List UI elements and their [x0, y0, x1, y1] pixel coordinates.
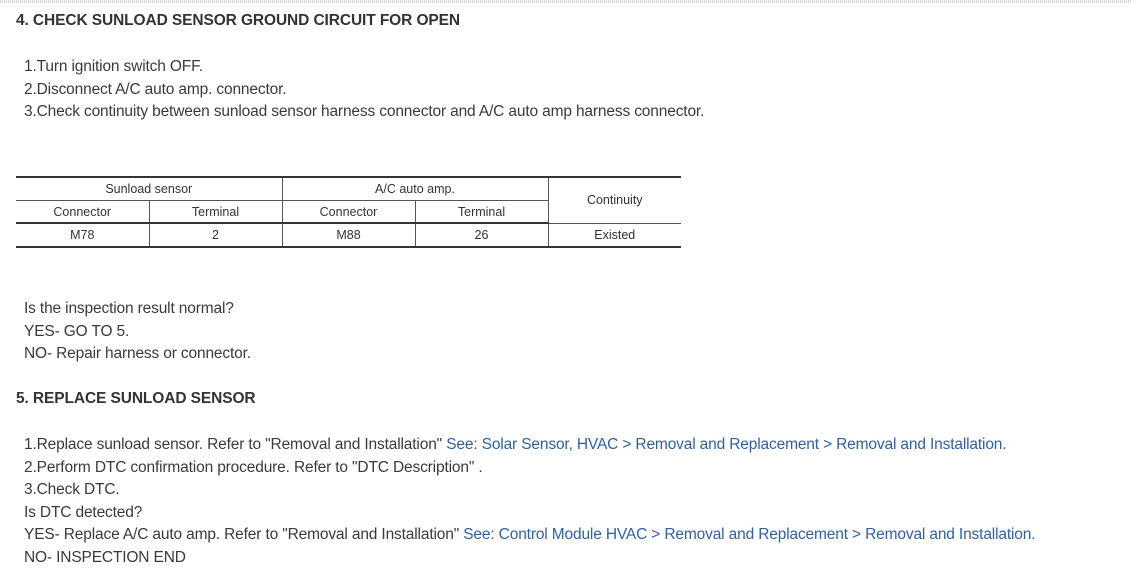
step5-instruction-2: 2.Perform DTC confirmation procedure. Refer to "DTC Description" . [24, 458, 483, 476]
table-cell: M78 [16, 223, 149, 247]
header-ac-auto-amp: A/C auto amp. [282, 177, 548, 201]
table-cell: 26 [415, 223, 548, 247]
step5-question: Is DTC detected? [24, 503, 143, 521]
step4-heading: 4. CHECK SUNLOAD SENSOR GROUND CIRCUIT FOR OPEN [16, 12, 460, 29]
step4-result [24, 298, 251, 366]
step5-heading: 5. REPLACE SUNLOAD SENSOR [16, 390, 256, 407]
subheader-connector: Connector [282, 201, 415, 224]
step5-yes [24, 524, 1035, 547]
step4-question: Is the inspection result normal? [24, 300, 234, 317]
step4-no: NO- Repair harness or connector. [24, 345, 251, 362]
step5-no: NO- INSPECTION END [24, 548, 186, 566]
step5-instruction-1 [24, 434, 1035, 457]
top-dotted-border [0, 0, 1132, 3]
control-module-removal-link[interactable]: See: Control Module HVAC > Removal and Replacement > Removal and Installation. [463, 526, 1036, 543]
table-cell: M88 [282, 223, 415, 247]
subheader-terminal: Terminal [415, 201, 548, 224]
table-cell: Existed [548, 223, 681, 247]
step4-instruction-2: 2.Disconnect A/C auto amp. connector. [24, 80, 287, 98]
header-continuity: Continuity [548, 177, 681, 223]
step5-instructions [24, 434, 1035, 569]
continuity-table [16, 176, 681, 248]
solar-sensor-removal-link[interactable]: See: Solar Sensor, HVAC > Removal and Replacement > Removal and Installation. [446, 436, 1007, 453]
step5-instruction-3: 3.Check DTC. [24, 481, 120, 498]
step5-yes-text: YES- Replace A/C auto amp. Refer to "Removal and Installation" [24, 526, 464, 543]
subheader-connector: Connector [16, 201, 149, 224]
step4-instructions [24, 56, 704, 124]
header-sunload-sensor: Sunload sensor [16, 177, 282, 201]
step4-instruction-3: 3.Check continuity between sunload sensor harness connector and A/C auto amp harness connector. [24, 103, 705, 120]
subheader-terminal: Terminal [149, 201, 282, 224]
step5-instruction-1-text: 1.Replace sunload sensor. Refer to "Removal and Installation" [24, 436, 447, 453]
table-cell: 2 [149, 223, 282, 247]
table-row [16, 223, 681, 247]
step4-instruction-1: 1.Turn ignition switch OFF. [24, 58, 203, 75]
step4-yes: YES- GO TO 5. [24, 322, 130, 340]
